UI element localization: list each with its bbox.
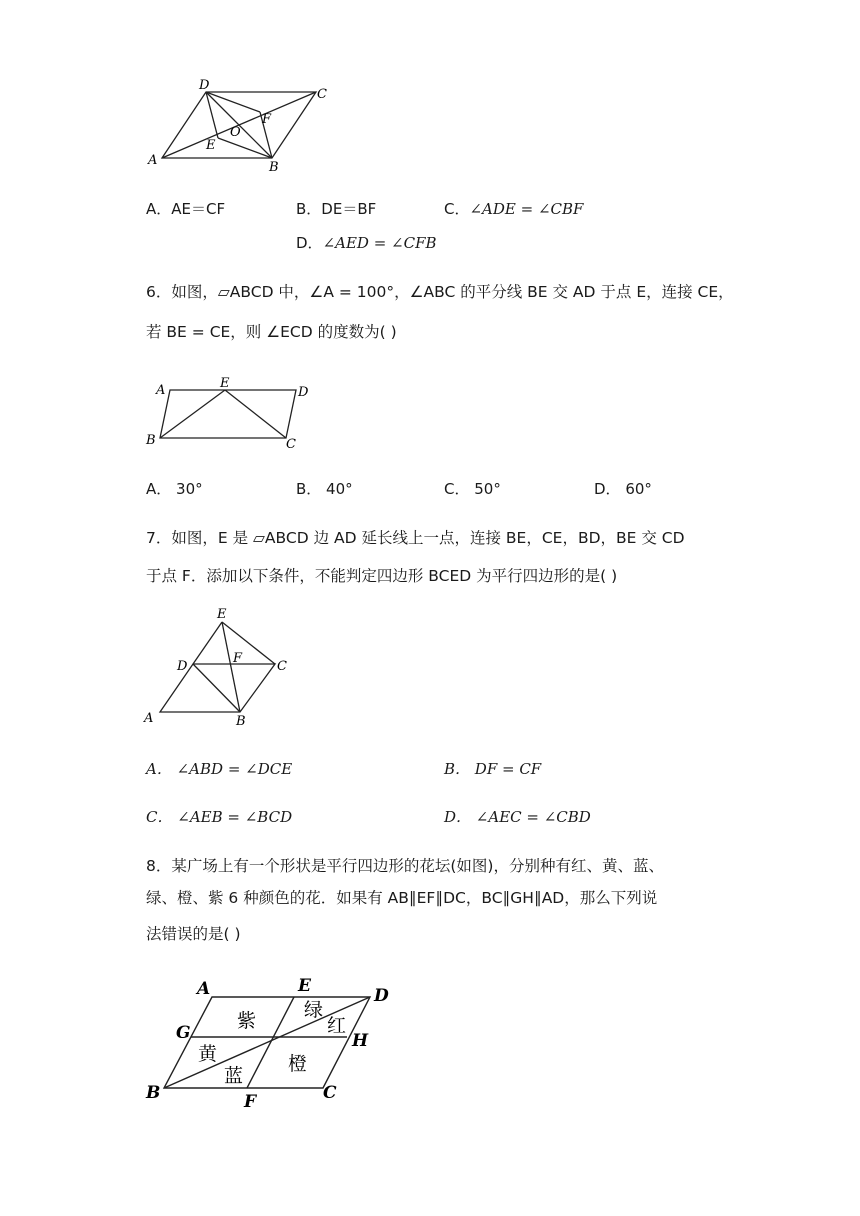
fig7-label-a: A xyxy=(144,711,154,726)
fig6-label-c: C xyxy=(286,437,296,452)
fig8-label-h: H xyxy=(352,1031,369,1051)
q6-line-1: 6．如图，▱ABCD 中，∠A = 100°，∠ABC 的平分线 BE 交 AD 于点 E，连接 CE， xyxy=(146,283,734,301)
figure-q8 xyxy=(140,970,410,1110)
q5-option-c-expr: ∠ADE = ∠CBF xyxy=(469,200,584,218)
q5-option-b[interactable]: B．DE＝BF xyxy=(296,200,377,218)
fig7-label-b: B xyxy=(236,714,246,728)
fig5-label-f: F xyxy=(262,112,272,127)
fig5-label-o: O xyxy=(230,125,241,140)
fig6-label-b: B xyxy=(146,433,156,448)
fig8-label-g: G xyxy=(176,1023,191,1043)
fig6-label-e: E xyxy=(220,376,230,391)
fig8-label-c: C xyxy=(323,1083,337,1103)
figure-q6 xyxy=(140,374,320,454)
fig7-label-f: F xyxy=(233,651,243,666)
q6-option-c[interactable]: C． 50° xyxy=(444,480,501,498)
fig8-label-a: A xyxy=(197,979,211,999)
q5-option-c-prefix: C． xyxy=(444,200,470,218)
q8-line-3: 法错误的是( ) xyxy=(146,925,241,943)
fig5-label-b: B xyxy=(269,160,279,175)
q6-line-2: 若 BE = CE，则 ∠ECD 的度数为( ) xyxy=(146,323,397,341)
q7-line-1: 7．如图，E 是 ▱ABCD 边 AD 延长线上一点，连接 BE，CE，BD，BE 交 CD xyxy=(146,529,685,547)
q5-option-d-prefix: D． xyxy=(296,234,323,252)
q7-option-b[interactable]: B． DF = CF xyxy=(444,760,542,778)
fig8-region-yellow: 黄 xyxy=(198,1043,218,1065)
fig8-region-purple: 紫 xyxy=(237,1010,257,1032)
q7-option-d[interactable]: D． ∠AEC = ∠CBD xyxy=(444,808,591,826)
q5-option-a[interactable]: A．AE＝CF xyxy=(146,200,226,218)
fig6-label-d: D xyxy=(298,385,309,400)
figure-q5 xyxy=(140,78,340,178)
fig5-label-c: C xyxy=(317,87,327,102)
q6-option-a[interactable]: A． 30° xyxy=(146,480,203,498)
fig5-label-e: E xyxy=(206,138,216,153)
fig8-region-green: 绿 xyxy=(304,999,324,1021)
fig8-label-e: E xyxy=(298,976,311,996)
q7-option-a[interactable]: A． ∠ABD = ∠DCE xyxy=(146,760,293,778)
fig5-label-d: D xyxy=(199,78,210,93)
q6-option-d[interactable]: D． 60° xyxy=(594,480,652,498)
q8-line-1: 8．某广场上有一个形状是平行四边形的花坛(如图)，分别种有红、黄、蓝、 xyxy=(146,857,664,875)
q5-option-d[interactable] xyxy=(296,232,437,254)
fig8-label-f: F xyxy=(244,1092,257,1110)
fig8-region-orange: 橙 xyxy=(288,1053,308,1075)
fig8-label-b: B xyxy=(146,1083,161,1103)
fig7-label-d: D xyxy=(177,659,188,674)
fig8-label-d: D xyxy=(374,986,389,1006)
fig8-region-blue: 蓝 xyxy=(224,1065,244,1087)
fig5-label-a: A xyxy=(148,153,158,168)
q5-option-c[interactable] xyxy=(444,198,583,220)
q7-option-c[interactable]: C． ∠AEB = ∠BCD xyxy=(146,808,293,826)
fig7-label-c: C xyxy=(277,659,287,674)
fig7-label-e: E xyxy=(217,607,227,622)
q6-option-b[interactable]: B． 40° xyxy=(296,480,353,498)
q7-line-2: 于点 F．添加以下条件，不能判定四边形 BCED 为平行四边形的是( ) xyxy=(146,567,618,585)
fig8-region-red: 红 xyxy=(327,1015,347,1037)
q8-line-2: 绿、橙、紫 6 种颜色的花．如果有 AB∥EF∥DC，BC∥GH∥AD，那么下列说 xyxy=(146,889,658,907)
q5-option-d-expr: ∠AED = ∠CFB xyxy=(322,234,437,252)
figure-q7 xyxy=(140,604,300,728)
fig6-label-a: A xyxy=(156,383,166,398)
